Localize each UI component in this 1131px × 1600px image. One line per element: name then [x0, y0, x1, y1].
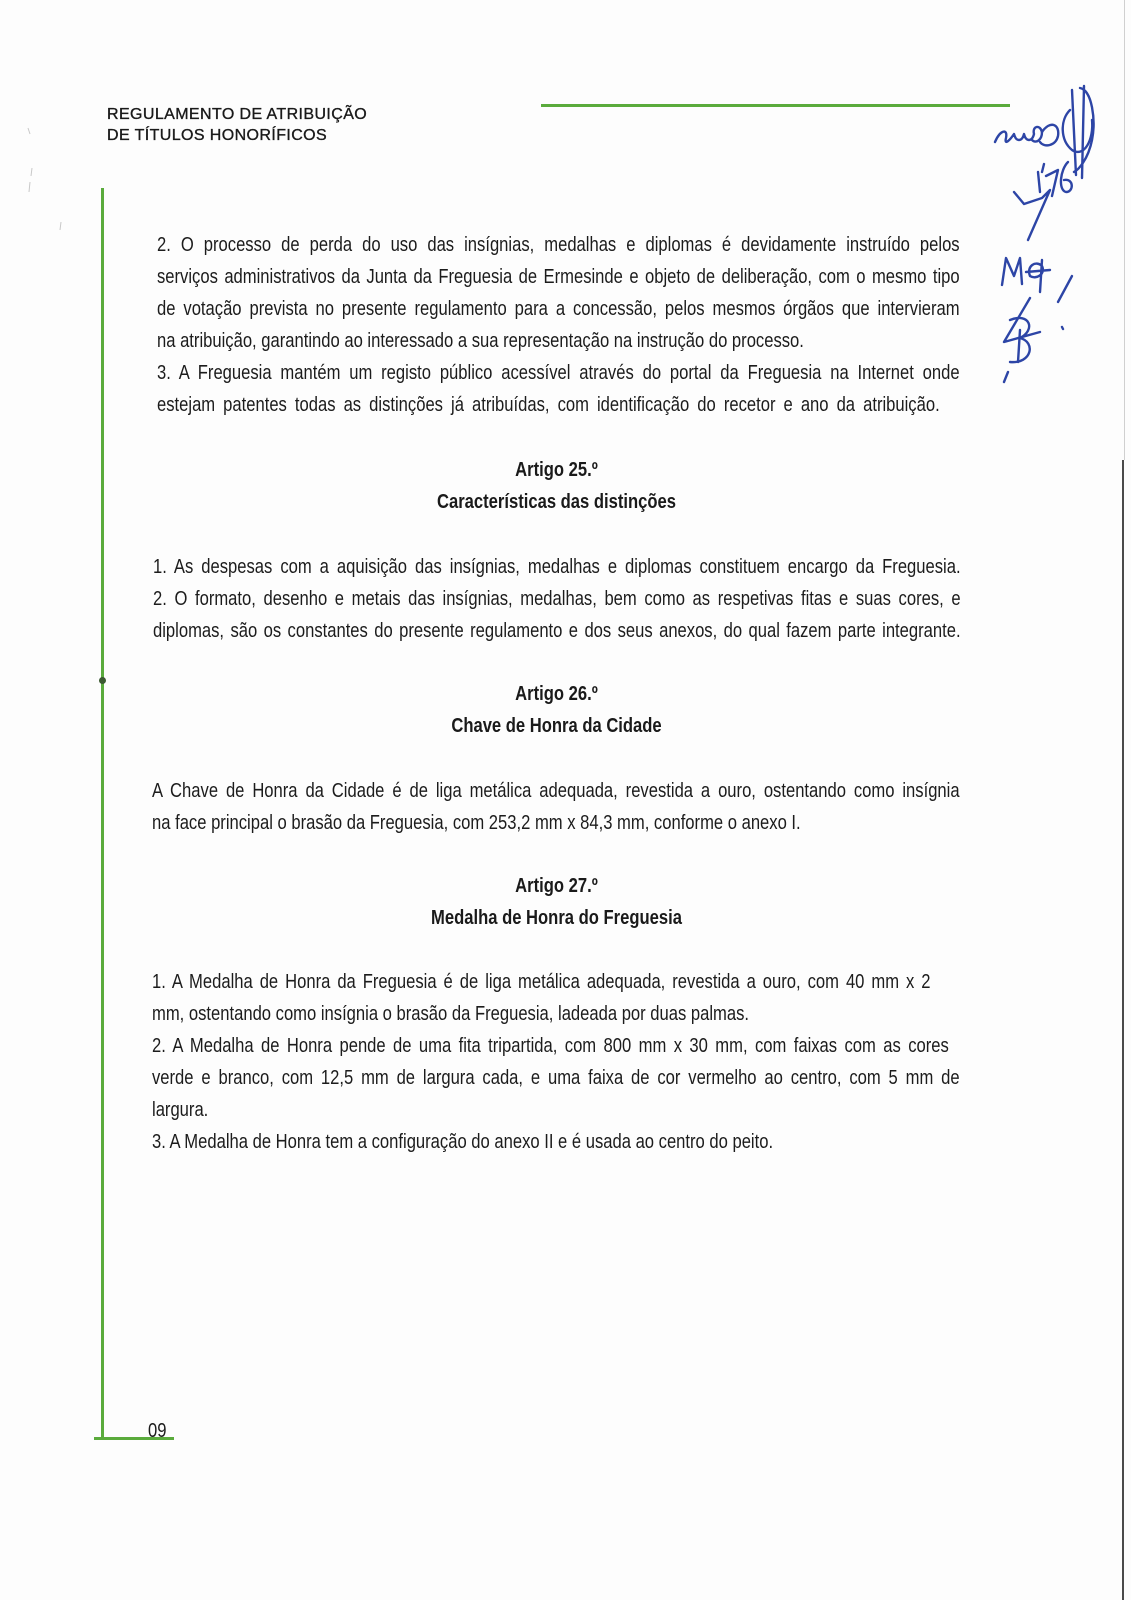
paragraph-line: na face principal o brasão da Freguesia, com 253,2 mm x 84,3 mm, conforme o anexo I.: [152, 812, 801, 834]
header-rule: [541, 104, 1010, 107]
paragraph-line: 3. A Medalha de Honra tem a configuração do anexo II e é usada ao centro do peito.: [152, 1131, 774, 1153]
article-number: Artigo 26.º: [515, 683, 598, 705]
signature-stroke: [1038, 172, 1040, 192]
handwritten-signatures: [980, 80, 1115, 400]
paragraph-line: estejam patentes todas as distinções já atribuídas, com identificação do recetor e ano da atribuição.: [157, 394, 940, 416]
margin-mark: [99, 677, 106, 684]
left-margin-rule: [101, 188, 104, 1440]
article-title: Características das distinções: [437, 491, 676, 513]
signature-stroke: [995, 127, 1042, 142]
signature-stroke: [1042, 164, 1044, 172]
paragraph-line: verde e branco, com 12,5 mm de largura cada, e uma faixa de cor vermelho ao centro, com 5 mm de: [152, 1067, 960, 1089]
scan-edge: [1122, 460, 1124, 1600]
signature-stroke: [1002, 258, 1022, 285]
paragraph-line: 2. A Medalha de Honra pende de uma fita tripartida, com 800 mm x 30 mm, com faixas com as cores: [152, 1035, 949, 1057]
page-number: 09: [148, 1420, 167, 1442]
article-title: Chave de Honra da Cidade: [451, 715, 662, 737]
signature-stroke: [1026, 260, 1050, 292]
paragraph-line: 2. O formato, desenho e metais das insígnias, medalhas, bem como as respetivas fitas e suas cores, e: [153, 588, 961, 610]
signature-stroke: [1018, 330, 1020, 362]
article-number: Artigo 25.º: [515, 459, 598, 481]
paragraph-line: 1. A Medalha de Honra da Freguesia é de liga metálica adequada, revestida a ouro, com 40 mm x 2: [152, 971, 931, 993]
signature-stroke: [1072, 90, 1076, 175]
paragraph-line: 1. As despesas com a aquisição das insígnias, medalhas e diplomas constituem encargo da Freguesia.: [153, 556, 961, 578]
signature-stroke: [1062, 327, 1063, 329]
paragraph-line: largura.: [152, 1099, 209, 1121]
article-number: Artigo 27.º: [515, 875, 598, 897]
paragraph-line: de votação prevista no presente regulamento para a concessão, pelos mesmos órgãos que intervieram: [157, 298, 960, 320]
signature-stroke: [1061, 162, 1072, 192]
paragraph-line: serviços administrativos da Junta da Freguesia de Ermesinde e objeto de deliberação, com o mesmo tipo: [157, 266, 960, 288]
article-title: Medalha de Honra do Freguesia: [431, 907, 682, 929]
paragraph-line: A Chave de Honra da Cidade é de liga metálica adequada, revestida a ouro, ostentando como insígnia: [152, 780, 960, 802]
signature-stroke: [1063, 110, 1093, 152]
signature-stroke: [1004, 372, 1008, 382]
paragraph-line: na atribuição, garantindo ao interessado a sua representação na instrução do processo.: [157, 330, 804, 352]
scan-artifact: [20, 120, 70, 240]
signature-stroke: [1058, 276, 1072, 302]
header-title-line-2: DE TÍTULOS HONORÍFICOS: [107, 127, 328, 144]
paragraph-line: diplomas, são os constantes do presente regulamento e dos seus anexos, do qual fazem parte integrante.: [153, 620, 961, 642]
header-title-line-1: REGULAMENTO DE ATRIBUIÇÃO: [107, 106, 368, 123]
paragraph-line: 2. O processo de perda do uso das insígnias, medalhas e diplomas é devidamente instruído pelos: [157, 234, 960, 256]
paragraph-line: mm, ostentando como insígnia o brasão da Freguesia, ladeada por duas palmas.: [152, 1003, 750, 1025]
signature-stroke: [1014, 190, 1050, 240]
paragraph-line: 3. A Freguesia mantém um registo público acessível através do portal da Freguesia na Internet onde: [157, 362, 960, 384]
scan-edge: [1124, 0, 1125, 460]
